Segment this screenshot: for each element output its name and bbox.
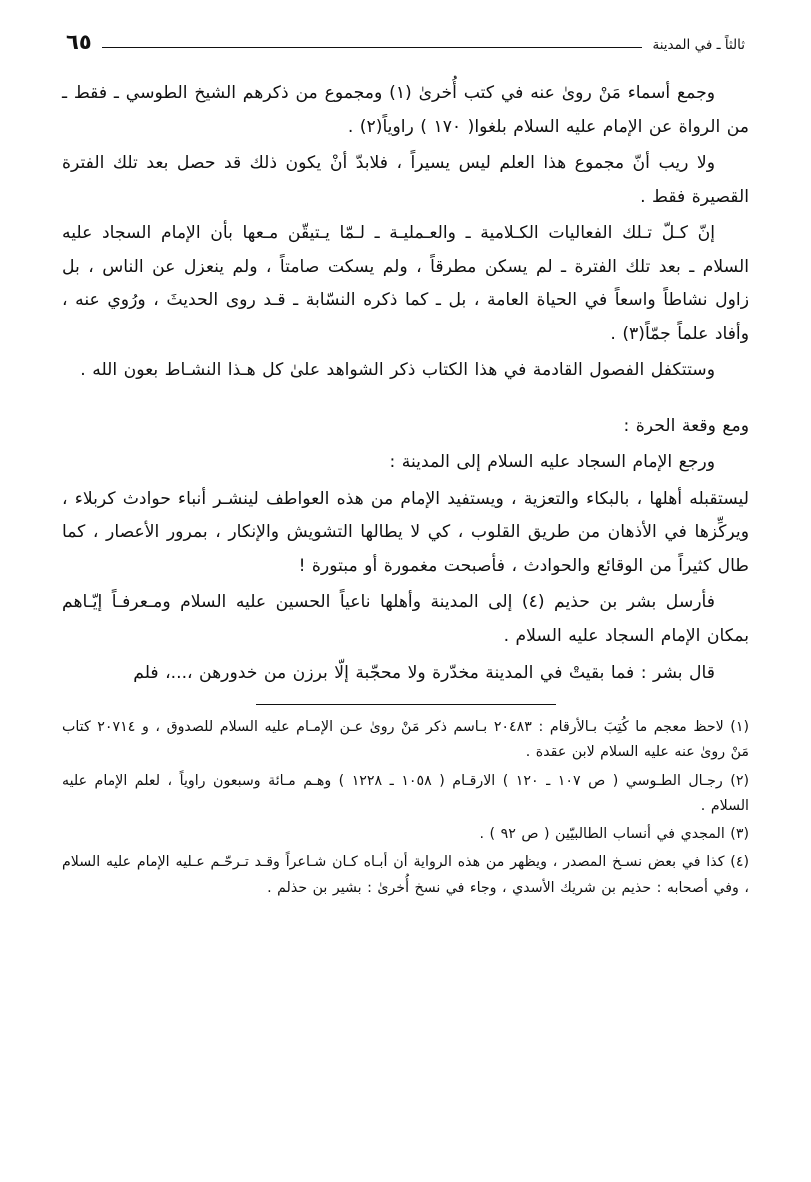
paragraph: قال بشر : فما بقيتْ في المدينة مخدّرة ولا محجّبة إلّا برزن من خدورهن ،...، فلم	[133, 662, 715, 683]
page-body	[62, 77, 749, 690]
running-title: ثالثاً ـ في المدينة	[652, 36, 745, 53]
header-divider	[102, 47, 643, 48]
footnote-divider	[256, 704, 556, 705]
paragraph: وجمع أسماء مَنْ روىٰ عنه في كتب أُخرىٰ (١) ومجموع من ذكرهم الشيخ الطوسي ـ فقط ـ من الرواة عن الإمام عليه السلام بلغوا( ١٧٠ ) راوياً(٢) .	[62, 83, 749, 137]
footnote-item: (١) لاحظ معجم ما كُتِبَ بـالأرقام : ٢٠٤٨٣ بـاسم ذكر مَنْ روىٰ عـن الإمـام عليه السلام للصدوق ، و ٢٠٧١٤ كتاب مَنْ روىٰ عنه عليه السلام لابن عقدة .	[62, 719, 749, 761]
paragraph: وستتكفل الفصول القادمة في هذا الكتاب ذكر الشواهد علىٰ كل هـذا النشـاط بعون الله .	[80, 360, 715, 381]
footnotes-section	[62, 715, 749, 901]
footnote-item: (٤) كذا في بعض نسـخ المصدر ، ويظهر من هذه الرواية أن أبـاه كـان شـاعراً وقـد تـرحّـم عـليه الإمام عليه السلام ، وفي أصحابه : حذيم بن شريك الأسدي ، وجاء في نسخ أُخرىٰ : بشير بن حذلم .	[62, 854, 749, 896]
section-heading: ومع وقعة الحرة :	[623, 415, 749, 436]
paragraph: ورجع الإمام السجاد عليه السلام إلى المدينة :	[389, 452, 715, 473]
paragraph: ليستقبله أهلها ، بالبكاء والتعزية ، ويستفيد الإمام من هذه العواطف لينشـر أنباء حوادث كربلاء ، ويركِّزها في الأذهان من طريق القلوب ، كي لا يطالها التشويش والإنكار ، بمرور الأعصار ، كما طال كثيراً من الوقائع والحوادث ، فأصبحت مغمورة أو مبتورة !	[62, 488, 749, 576]
paragraph: ولا ريب أنّ مجموع هذا العلم ليس يسيراً ، فلابدّ أنْ يكون ذلك قد حصل بعد تلك الفترة القصيرة فقط .	[62, 153, 749, 207]
paragraph: فأرسل بشر بن حذيم (٤) إلى المدينة وأهلها ناعياً الحسين عليه السلام ومـعرفـاً إيّـاهم بمكان الإمام السجاد عليه السلام .	[62, 592, 749, 646]
page-header	[62, 32, 749, 55]
footnote-item: (٢) رجـال الطـوسي ( ص ١٠٧ ـ ١٢٠ ) الارقـام ( ١٠٥٨ ـ ١٢٢٨ ) وهـم مـائة وسبعون راوياً ، لعلم الإمام عليه السلام .	[62, 772, 749, 814]
paragraph: إنّ كـلّ تـلك الفعاليات الكـلامية ـ والعـمليـة ـ لـمّا يـتيقّن مـعها بأن الإمام السجاد عليه السلام ـ بعد تلك الفترة ـ لم يسكن مطرقاً ، ولم يسكت صامتاً ، ولم ينعزل عن الناس ، بل زاول نشاطاً واسعاً في الحياة العامة ، بل ـ كما ذكره النسّابة ـ قـد روى الحديثَ ، ورُوي عنه ، وأفاد علماً جمّاً(٣) .	[62, 223, 749, 344]
page-number: ٦٥	[66, 30, 92, 54]
paragraph-spacer	[62, 398, 749, 410]
footnote-item: (٣) المجدي في أنساب الطالبيّين ( ص ٩٢ ) .	[479, 826, 749, 843]
